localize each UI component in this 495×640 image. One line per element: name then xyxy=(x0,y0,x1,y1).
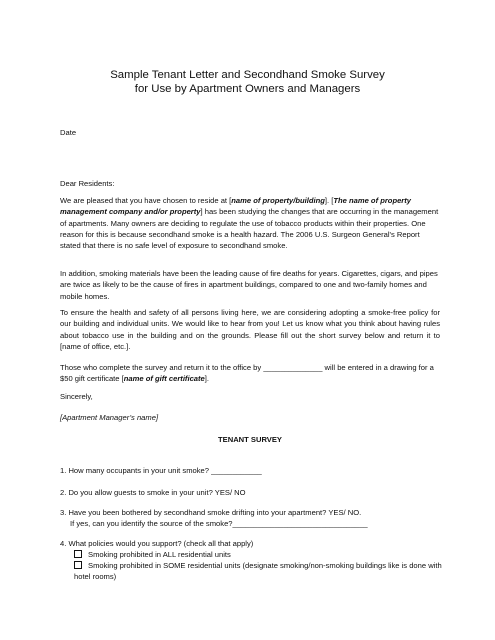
management-company-placeholder: The name of property management company and/or property xyxy=(60,196,412,217)
document-title-line-1: Sample Tenant Letter and Secondhand Smoke Survey xyxy=(110,69,385,81)
property-name-placeholder: name of property/building xyxy=(231,196,325,205)
paragraph-2: In addition, smoking materials have been the leading cause of fire deaths for years. Cigarettes, cigars, and pipes are twice as likely to be the cause of fires in apartment buildings, compared to one and two-family homes and mobile homes. xyxy=(60,269,438,301)
closing: Sincerely, xyxy=(60,392,93,401)
paragraph-4 xyxy=(60,362,440,385)
signature-text: [Apartment Manager’s name] xyxy=(60,413,159,422)
paragraph-3: To ensure the health and safety of all persons living here, we are considering adopting a smoke-free policy for our building and individual units. We would like to hear from you! Let us know what you think about having rules about tobacco use in the building and on the grounds. Please fill out the short survey below and return it to [name of office, etc.]. xyxy=(60,308,440,351)
survey-question-4: 4. What policies would you support? (check all that apply) xyxy=(60,539,254,548)
survey-question-3: 3. Have you been bothered by secondhand smoke drifting into your apartment? YES/ NO. xyxy=(60,508,362,517)
policy-option-label: Smoking prohibited in ALL residential units xyxy=(88,550,231,559)
document-title-line-2: for Use by Apartment Owners and Managers xyxy=(134,83,361,95)
date-label: Date xyxy=(60,128,77,137)
salutation: Dear Residents: xyxy=(60,179,115,188)
paragraph-1 xyxy=(60,195,440,251)
survey-question-2: 2. Do you allow guests to smoke in your unit? YES/ NO xyxy=(60,488,246,497)
survey-question-1: 1. How many occupants in your unit smoke? ____________ xyxy=(60,466,262,475)
paragraph-1-text-c: ]. [ xyxy=(324,196,334,205)
signature-placeholder xyxy=(60,412,440,423)
policy-option-all-units[interactable] xyxy=(74,549,446,560)
paragraph-4-text-a: Those who complete the survey and return it to the office by ______________ will be entered in a drawing for a $50 gift certificate [ xyxy=(60,363,434,384)
survey-question-3-followup: If yes, can you identify the source of the smoke?________________________________ xyxy=(70,519,368,528)
paragraph-1-text-e: ] has been studying the changes that are occurring in the management of apartments. Many owners are deciding to regulate the use of tobacco products within their properties. One reason for this is because secondhand smoke is a health hazard. The 2006 U.S. Surgeon General's Report stated that there is no safe level of exposure to secondhand smoke. xyxy=(60,207,439,251)
paragraph-4-text-c: ]. xyxy=(204,374,210,384)
paragraph-1-text-a: We are pleased that you have chosen to reside at [ xyxy=(60,196,232,205)
checkbox-icon[interactable] xyxy=(74,561,82,569)
checkbox-icon[interactable] xyxy=(74,550,82,558)
gift-certificate-placeholder: name of gift certificate xyxy=(123,374,205,384)
survey-heading: TENANT SURVEY xyxy=(218,435,282,444)
policy-option-label: Smoking prohibited in SOME residential units (designate smoking/non-smoking buildings like is done with hotel rooms) xyxy=(74,561,442,582)
policy-option-some-units[interactable] xyxy=(74,560,446,583)
